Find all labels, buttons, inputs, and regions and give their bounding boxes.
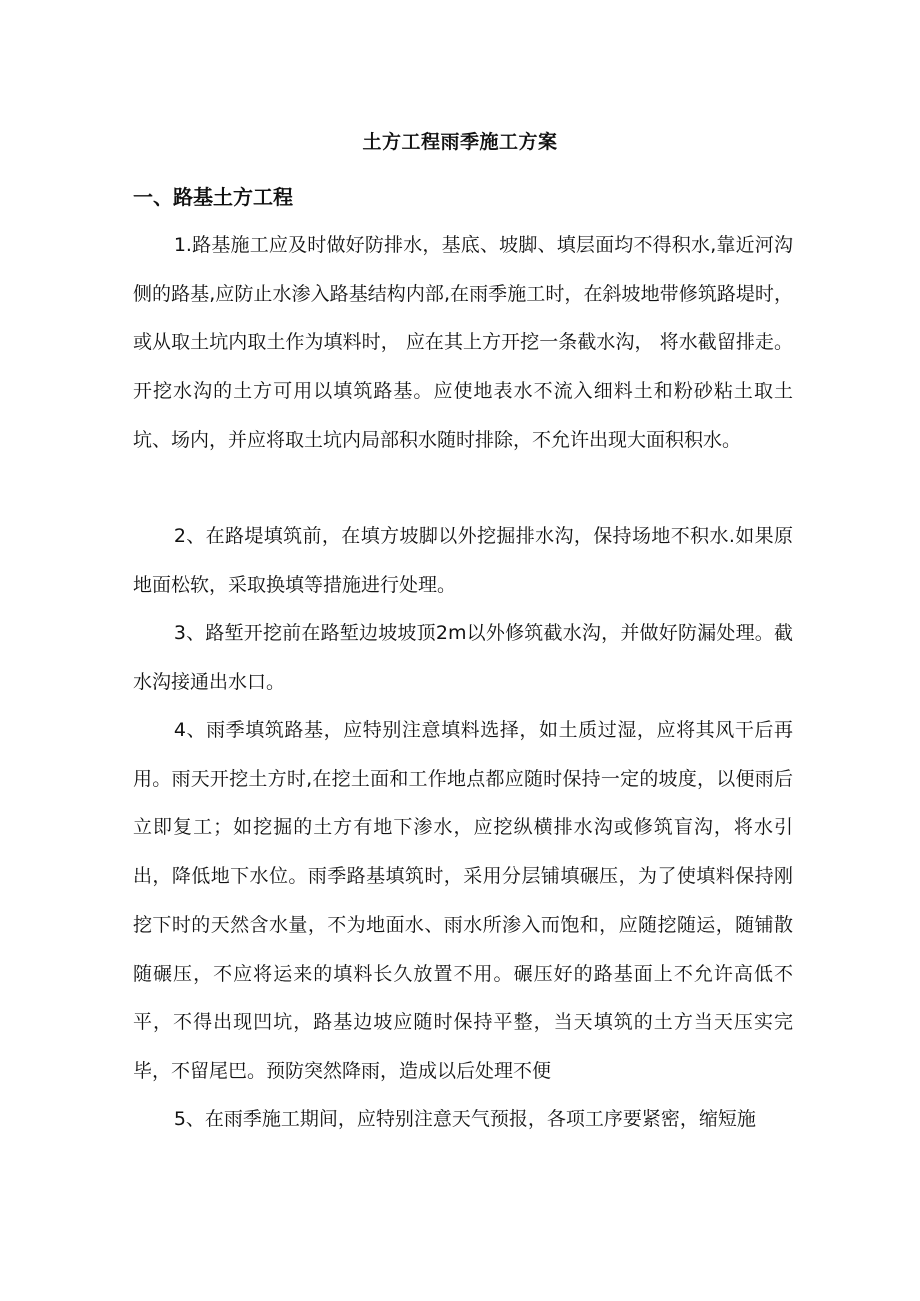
paragraph-2: 2、在路堤填筑前，在填方坡脚以外挖掘排水沟，保持场地不积水.如果原地面松软，采取换填等措施进行处理。 xyxy=(133,525,793,596)
paragraph-1: 1.路基施工应及时做好防排水，基底、坡脚、填层面均不得积水,靠近河沟侧的路基,应防止水渗入路基结构内部,在雨季施工时，在斜坡地带修筑路堤时，或从取土坑内取土作为填料时， 应在其上方开挖一条截水沟， 将水截留排走。开挖水沟的土方可用以填筑路基。应使地表水不流入细料土和粉砂粘土取土坑、场内，并应将取土坑内局部积水随时排除，不允许出现大面积积水。 xyxy=(133,234,793,451)
paragraph-3: 3、路堑开挖前在路堑边坡坡顶2m以外修筑截水沟，并做好防漏处理。截水沟接通出水口。 xyxy=(133,622,793,693)
section-heading: 一、路基土方工程 xyxy=(133,185,293,209)
paragraph-4: 4、雨季填筑路基，应特别注意填料选择，如土质过湿，应将其风干后再用。雨天开挖土方时,在挖土面和工作地点都应随时保持一定的坡度，以便雨后立即复工；如挖掘的土方有地下渗水，应挖纵横排水沟或修筑盲沟，将水引出，降低地下水位。雨季路基填筑时，采用分层铺填碾压，为了使填料保持刚挖下时的天然含水量，不为地面水、雨水所渗入而饱和，应随挖随运，随铺散随碾压，不应将运来的填料长久放置不用。碾压好的路基面上不允许高低不平，不得出现凹坑，路基边坡应随时保持平整，当天填筑的土方当天压实完毕，不留尾巴。预防突然降雨，造成以后处理不便 xyxy=(133,719,793,1082)
paragraph-5: 5、在雨季施工期间，应特别注意天气预报，各项工序要紧密，缩短施 xyxy=(173,1108,756,1130)
document-title: 土方工程雨季施工方案 xyxy=(362,131,558,153)
